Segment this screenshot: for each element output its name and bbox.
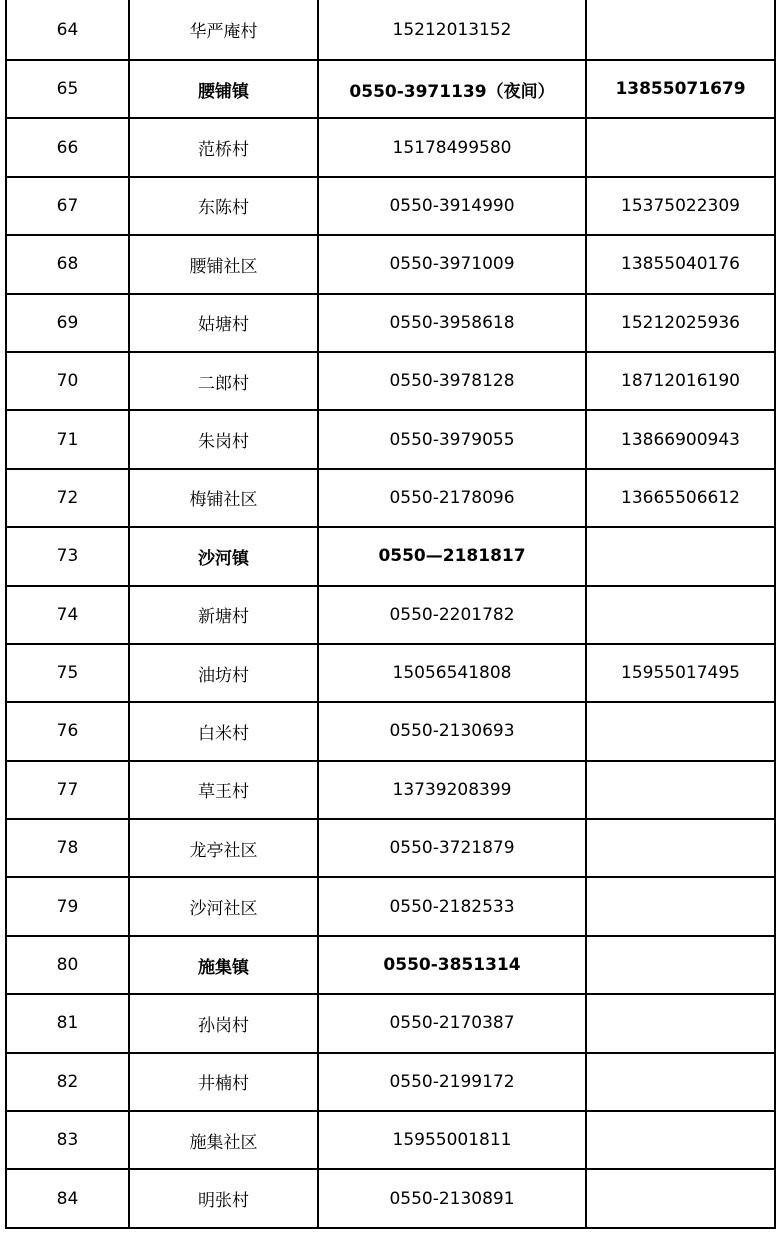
phone-cell: 15178499580: [319, 119, 587, 175]
phone-cell: 15955001811: [319, 1112, 587, 1168]
mobile-cell: 13855071679: [615, 79, 746, 100]
table-row: [7, 470, 774, 528]
phone-cell: 0550-2199172: [319, 1054, 587, 1110]
row-number-cell: 77: [7, 762, 130, 818]
place-name-cell: 油坊村: [130, 645, 319, 701]
place-name-cell: 东陈村: [130, 178, 319, 234]
mobile-cell: 13855040176: [621, 254, 740, 275]
row-number-cell: 82: [7, 1054, 130, 1110]
table-row: [7, 645, 774, 703]
row-number-cell: 72: [7, 470, 130, 526]
mobile-cell: [587, 587, 774, 643]
mobile-cell: [587, 0, 774, 59]
row-number-cell: 79: [7, 878, 130, 934]
phone-cell: 0550—2181817: [319, 528, 587, 584]
mobile-cell: [587, 937, 774, 993]
row-number-cell: 81: [7, 995, 130, 1051]
mobile-cell: 15375022309: [621, 195, 740, 216]
phone-cell: 0550-2130891: [319, 1170, 587, 1227]
place-name-cell: 姑塘村: [130, 295, 319, 351]
table-row: [7, 1112, 774, 1170]
place-name-cell: 白米村: [130, 703, 319, 759]
place-name-cell: 二郎村: [130, 353, 319, 409]
mobile-cell: 15955017495: [621, 663, 740, 684]
mobile-cell: 18712016190: [621, 371, 740, 392]
phone-cell: 0550-3914990: [319, 178, 587, 234]
row-number-cell: 69: [7, 295, 130, 351]
table-row: [7, 178, 774, 236]
phone-cell: 15056541808: [319, 645, 587, 701]
row-number-cell: 74: [7, 587, 130, 643]
mobile-cell: [587, 1054, 774, 1110]
table-row: [7, 295, 774, 353]
table-row: [7, 1054, 774, 1112]
table-row: [7, 236, 774, 294]
table-row: [7, 411, 774, 469]
table-row: [7, 0, 774, 61]
phone-cell: 0550-3979055: [319, 411, 587, 467]
mobile-cell: 15212025936: [621, 312, 740, 333]
table-row-town: [7, 937, 774, 995]
phone-cell: 15212013152: [319, 0, 587, 59]
phone-cell: 0550-2178096: [319, 470, 587, 526]
row-number-cell: 76: [7, 703, 130, 759]
place-name-cell: 施集镇: [130, 937, 319, 993]
table-row: [7, 1170, 774, 1227]
contact-table: [5, 0, 776, 1229]
row-number-cell: 68: [7, 236, 130, 292]
phone-cell: 0550-3971009: [319, 236, 587, 292]
phone-cell: 0550-2182533: [319, 878, 587, 934]
phone-cell: 0550-2170387: [319, 995, 587, 1051]
row-number-cell: 67: [7, 178, 130, 234]
phone-cell: 0550-3971139（夜间）: [319, 61, 587, 117]
phone-cell: 0550-2130693: [319, 703, 587, 759]
mobile-cell: [587, 878, 774, 934]
mobile-cell: 13866900943: [621, 429, 740, 450]
row-number-cell: 64: [7, 0, 130, 59]
table-row: [7, 587, 774, 645]
table-row: [7, 703, 774, 761]
place-name-cell: 草王村: [130, 762, 319, 818]
mobile-cell: [587, 119, 774, 175]
table-row-town: [7, 61, 774, 119]
place-name-cell: 龙亭社区: [130, 820, 319, 876]
place-name-cell: 腰铺镇: [130, 61, 319, 117]
table-row: [7, 995, 774, 1053]
phone-cell: 13739208399: [319, 762, 587, 818]
place-name-cell: 梅铺社区: [130, 470, 319, 526]
row-number-cell: 78: [7, 820, 130, 876]
place-name-cell: 明张村: [130, 1170, 319, 1227]
row-number-cell: 84: [7, 1170, 130, 1227]
table-row: [7, 878, 774, 936]
place-name-cell: 井楠村: [130, 1054, 319, 1110]
phone-cell: 0550-3978128: [319, 353, 587, 409]
row-number-cell: 65: [7, 61, 130, 117]
table-row: [7, 820, 774, 878]
mobile-cell: [587, 1170, 774, 1227]
phone-cell: 0550-3851314: [319, 937, 587, 993]
row-number-cell: 70: [7, 353, 130, 409]
mobile-cell: 13665506612: [621, 487, 740, 508]
place-name-cell: 沙河镇: [130, 528, 319, 584]
place-name-cell: 朱岗村: [130, 411, 319, 467]
row-number-cell: 75: [7, 645, 130, 701]
row-number-cell: 71: [7, 411, 130, 467]
place-name-cell: 华严庵村: [130, 0, 319, 59]
place-name-cell: 腰铺社区: [130, 236, 319, 292]
table-row: [7, 762, 774, 820]
phone-cell: 0550-3721879: [319, 820, 587, 876]
place-name-cell: 孙岗村: [130, 995, 319, 1051]
mobile-cell: [587, 1112, 774, 1168]
mobile-cell: [587, 820, 774, 876]
table-row: [7, 119, 774, 177]
place-name-cell: 新塘村: [130, 587, 319, 643]
mobile-cell: [587, 703, 774, 759]
row-number-cell: 66: [7, 119, 130, 175]
place-name-cell: 沙河社区: [130, 878, 319, 934]
place-name-cell: 施集社区: [130, 1112, 319, 1168]
phone-cell: 0550-3958618: [319, 295, 587, 351]
mobile-cell: [587, 528, 774, 584]
table-row: [7, 353, 774, 411]
row-number-cell: 73: [7, 528, 130, 584]
mobile-cell: [587, 762, 774, 818]
table-row-town: [7, 528, 774, 586]
row-number-cell: 83: [7, 1112, 130, 1168]
place-name-cell: 范桥村: [130, 119, 319, 175]
row-number-cell: 80: [7, 937, 130, 993]
mobile-cell: [587, 995, 774, 1051]
phone-cell: 0550-2201782: [319, 587, 587, 643]
